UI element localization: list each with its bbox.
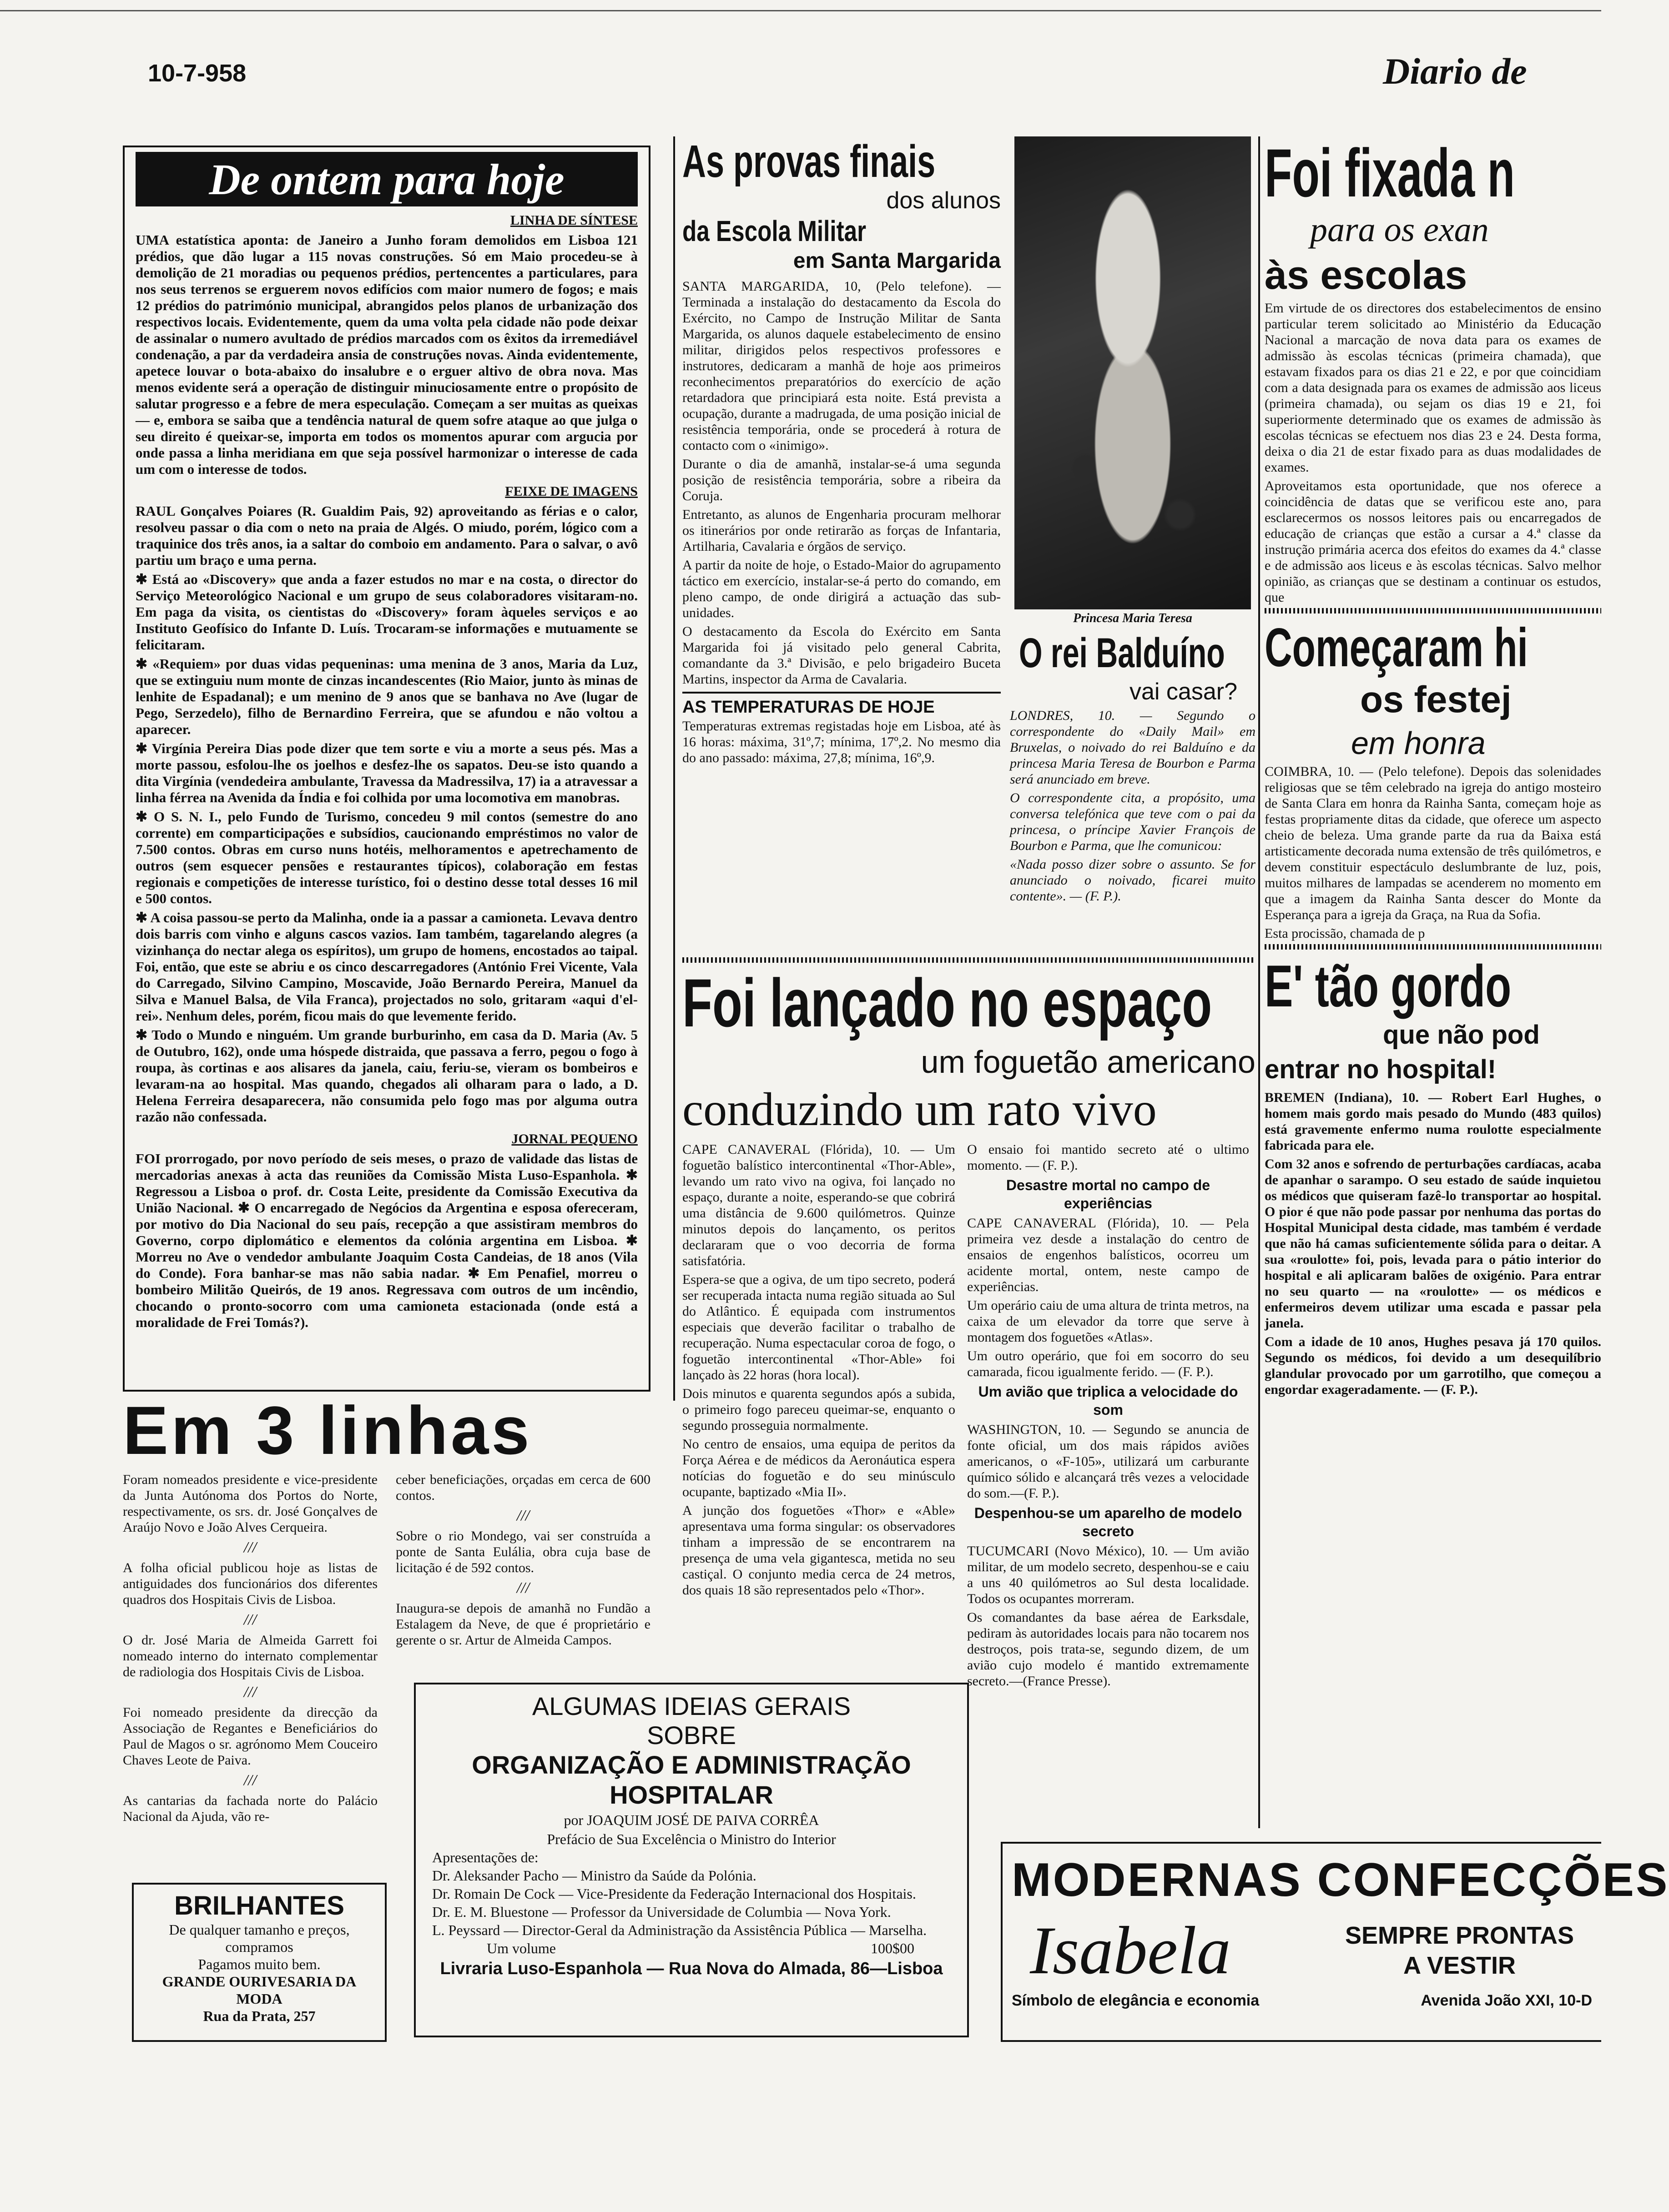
ad-line: ALGUMAS IDEIAS GERAIS	[532, 1692, 851, 1720]
section-linha-de-sintese: LINHA DE SÍNTESE	[510, 213, 638, 228]
paragraph: ✱ Todo o Mundo e ninguém. Um grande burburinho, em casa da D. Maria (Av. 5 de Outubro, 162), onde uma hóspede distraida, que passava a ferro, pegou o fogo à roupa, às cortinas e aos alisares da janela, caiu, feriu-se, vieram os bombeiros e levaram-na ao hospital. Mas quando, chegados ali olharam para o lado, a D. Helena Ferreira desaparecera, não consumida pelo fogo mas por alguma outra razão não confessada.	[136, 1027, 638, 1125]
princess-photo	[1014, 136, 1251, 609]
paragraph: ✱ A coisa passou-se perto da Malinha, onde ia a passar a camioneta. Levava dentro dois barris com vinho e alguns cascos vazios. Iam também, tagarelando alegres (a vizinhança do nectar alega os espíritos), um grupo de homens, encostados ao taipal. Foi, então, que este se abriu e os cinco descarregadores (António Frei Vicente, Vala do Carregado, Silvino Campino, Moscavide, João Bernardo Pereira, Manuel da Silva e Manuel Balsa, de Vila Franca), projectados no solo, gritaram «aqui d'el-rei». Nenhum deles, porém, ficou mais do que levemente ferido.	[136, 910, 638, 1024]
ad-body	[1012, 1912, 1592, 1989]
ad-line: L. Peyssard — Director-Geral da Administração da Assistência Pública — Marselha.	[432, 1922, 927, 1938]
masthead: Diario de	[1383, 50, 1527, 92]
temperatures-text: Temperaturas extremas registadas hoje em Lisboa, até às 16 horas: máxima, 31º,7; mínima, 17º,2. No mesmo dia do ano passado: máxima, 27,8; mínima, 16º,9.	[682, 719, 1001, 765]
ad-tagline	[1345, 1920, 1592, 1981]
ad-line: HOSPITALAR	[610, 1780, 773, 1809]
list-item: Sobre o rio Mondego, vai ser construída a ponte de Santa Eulália, obra cuja base de licitação é de 592 contos.	[396, 1528, 650, 1575]
paragraph: ✱ Está ao «Discovery» que anda a fazer estudos no mar e na costa, o director do Serviço Meteorológico Nacional e um grupo de seus colaboradores visitaram-no. Em paga da visita, os cientistas do «Discovery» foram àqueles serviços e ao Instituto Geofísico do Infante D. Luís. Trocaram-se informações e mutuamente se felicitaram.	[136, 571, 638, 653]
paragraph: CAPE CANAVERAL (Flórida), 10. — Pela primeira vez desde a instalação do centro de ensaios de engenhos balísticos, ocorreu um acidente mortal, ontem, neste campo de experiências.	[967, 1216, 1249, 1294]
ad-title: MODERNAS CONFECÇÕES	[1012, 1854, 1669, 1906]
ad-line: SOBRE	[646, 1721, 736, 1749]
article-sintese: UMA estatística aponta: de Janeiro a Junho foram demolidos em Lisboa 121 prédios, que dão lugar a 115 novas construções. Só em Maio procedeu-se à demolição de 21 moradias ou pequenos prédios, pertencentes a particulares, para nos seus terrenos se erguerem novos edifícios com maior numero de fogos; e mais 12 prédios do património municipal, abrangidos pelos planos de urbanização dos respectivos locais. Evidentemente, quem da uma volta pela cidade não pode deixar de assinalar o numero avultado de prédios marcados com os êxitos da irremediável condenação, a par da verdadeira ansia de construções novas. Ainda evidentemente, apetece louvar o bota-abaixo do insalubre e o erguer altivo de obra nova. Mas menos evidente será a operação de distinguir minuciosamente entre o propósito de salutar progresso e a febre de mera especulação. Começam a ser muitas as queixas — e, embora se saiba que a tendência natural de quem sofre ataque ao que julga o seu direito é queixar-se, importa em todos os momentos apurar com argucia por onde passa a linha meridiana em que seja possível harmonizar o interesse de cada um com o interesse de todos.	[136, 232, 638, 477]
ad-price: 100$00	[871, 1940, 914, 1956]
headline-line: conduzindo um rato vivo	[682, 1083, 1157, 1136]
column-rule	[673, 136, 675, 1401]
list-item: Foi nomeado presidente da direcção da Associação de Regantes e Beneficiários do Paul de Magos o sr. agrónomo Mem Couceiro Chaves Leote de Paiva.	[123, 1705, 378, 1768]
headline-line: às escolas	[1265, 252, 1467, 297]
headline: O rei Balduíno	[1019, 630, 1225, 676]
paragraph: O correspondente cita, a propósito, uma conversa telefónica que teve com o pai da princesa, o príncipe Xavier François de Bourbon e Parma, que lhe comunicou:	[1010, 790, 1256, 853]
list-item: As cantarias da fachada norte do Palácio Nacional da Ajuda, vão re-	[123, 1793, 378, 1824]
ad-brilhantes	[132, 1883, 387, 2042]
paragraph: WASHINGTON, 10. — Segundo se anuncia de fonte oficial, um dos mais rápidos aviões americanos, o «F-105», utilizará um carburante químico sólido e alcançará três vezes a velocidade do som.—(F. P.).	[967, 1422, 1249, 1501]
ad-line: SEMPRE PRONTAS	[1345, 1922, 1574, 1949]
ad-line: De qualquer tamanho e preços, compramos	[169, 1921, 350, 1955]
paragraph: A partir da noite de hoje, o Estado-Maior do agrupamento táctico em exercício, instalar-se-á perto do comando, em pleno campo, de onde dirigirá a actuação das sub-unidades.	[682, 558, 1001, 620]
photo-caption: Princesa Maria Teresa	[1073, 611, 1192, 625]
list-item: ceber beneficiações, orçadas em cerca de 600 contos.	[396, 1472, 650, 1503]
ad-line: ORGANIZAÇÃO E ADMINISTRAÇÃO	[472, 1750, 911, 1779]
ad-line: GRANDE OURIVESARIA DA MODA	[162, 1973, 357, 2007]
article-provas-finais	[682, 136, 1001, 955]
paragraph: Aproveitamos esta oportunidade, que nos oferece a coincidência de datas que se verificou este ano, para esclarecermos os nossos leitores pais ou encarregados de educação de crianças que estão a cursar a 4.ª classe da instrução primária acerca dos efeitos do exames da 4.ª classe e de admissão aos liceus e às escolas técnicas. Salvo melhor opinião, as crianças que se destinam a continuar os estudos, que	[1265, 478, 1601, 605]
separator: ///	[243, 1684, 257, 1700]
brand-script: Isabela	[1030, 1913, 1231, 1988]
top-rule	[0, 10, 1601, 11]
headline-line: dos alunos	[886, 187, 1001, 214]
paragraph: O destacamento da Escola do Exército em Santa Margarida foi já visitado pelo general Cabrita, comandante da 3.ª Divisão, e pelo brigadeiro Buceta Martins, inspector da Arma de Cavalaria.	[682, 624, 1001, 687]
article-rei-balduino	[1010, 136, 1256, 955]
paragraph: Dois minutos e quarenta segundos após a subida, o primeiro fogo pareceu queimar-se, enquanto o segundo prosseguia normalmente.	[682, 1386, 955, 1433]
rocket-col-left	[682, 1141, 955, 1692]
paragraph: LONDRES, 10. — Segundo o correspondente do «Daily Mail» em Bruxelas, o noivado do rei Balduíno e da princesa Maria Teresa de Bourbon e Parma será anunciado em breve.	[1010, 708, 1256, 787]
header	[0, 0, 1601, 114]
em-3-linhas-title: Em 3 linhas	[123, 1392, 532, 1468]
headline-line: que não pod	[1383, 1020, 1540, 1050]
rocket-col-right	[967, 1141, 1249, 1692]
separator: ///	[243, 1772, 257, 1789]
ad-address: Avenida João XXI, 10-D	[1421, 1992, 1592, 2009]
headline-line: em Santa Margarida	[793, 249, 1001, 273]
ad-line: Livraria Luso-Espanhola — Rua Nova do Almada, 86—Lisboa	[440, 1959, 943, 1978]
headline-line: para os exan	[1310, 211, 1489, 249]
paragraph: Em virtude de os directores dos estabelecimentos de ensino particular terem solicitado ao Ministério da Educação Nacional a marcação de nova data para os exames de admissão às escolas técnicas (primeira chamada), que estavam fixados para os dias 21 e 22, e por que coincidiam com a data designada para os exames de admissão aos liceus (primeira chamada), ou sejam os dias 19 e 21, foi superiormente determinado que os exames de admissão às escolas técnicas se efectuem nos dias 23 e 24. Desta forma, deixa o dia 21 de estar fixado para as duas modalidades de exames.	[1265, 301, 1601, 475]
paragraph: BREMEN (Indiana), 10. — Robert Earl Hughes, o homem mais gordo mais pesado do Mundo (483 quilos) está gravemente enfermo numa roulotte especialmente fabricada para ele.	[1265, 1090, 1601, 1153]
lines-col-left	[123, 1472, 378, 1827]
ad-line: Dr. Aleksander Pacho — Ministro da Saúde da Polónia.	[432, 1867, 756, 1884]
paragraph: O ensaio foi mantido secreto até o ultimo momento. — (F. P.).	[967, 1142, 1249, 1173]
headline: Começaram hi	[1265, 617, 1528, 678]
ad-line: Dr. E. M. Bluestone — Professor da Universidade de Columbia — Nova York.	[432, 1904, 891, 1920]
headline-line: em honra	[1351, 725, 1486, 761]
subheadline: Desastre mortal no campo de experiências	[1006, 1177, 1210, 1212]
banner-de-ontem-para-hoje: De ontem para hoje	[136, 152, 638, 206]
paragraph: Com a idade de 10 anos, Hughes pesava já 170 quilos. Segundo os médicos, foi devido a um desequilíbrio glandular provocado por um garrotilho, que começou a engordar exageradamente. — (F. P.).	[1265, 1334, 1601, 1397]
column-right	[1265, 136, 1601, 1828]
ad-line: Prefácio de Sua Excelência o Ministro do Interior	[547, 1831, 836, 1847]
section-jornal-pequeno: JORNAL PEQUENO	[511, 1131, 638, 1146]
ad-modernas-confeccoes	[1001, 1842, 1669, 2042]
column-rule	[1258, 136, 1260, 1828]
headline-line: os festej	[1360, 679, 1512, 720]
headline: E' tão gordo	[1265, 953, 1512, 1019]
paragraph: Um operário caiu de uma altura de trinta metros, na caixa de um elevador da torre que serve à montagem dos foguetões «Atlas».	[967, 1298, 1249, 1345]
headline: Foi fixada n	[1265, 135, 1515, 211]
section-feixe-de-imagens: FEIXE DE IMAGENS	[505, 484, 638, 499]
ad-line: Um volume	[487, 1940, 556, 1956]
divider	[682, 957, 1253, 963]
article-jornal-pequeno: FOI prorrogado, por novo período de seis meses, o prazo de validade das listas de mercadorias anexas à acta das reuniões da Comissão Mista Luso-Espanhola. ✱ Regressou a Lisboa o prof. dr. Costa Leite, presidente da Comissão Executiva da União Nacional. ✱ O encarregado de Negócios da Argentina e esposa ofereceram, por motivo do Dia Nacional do seu país, recepção a que assistiram membros do Governo, corpo diplomático e elementos da colónia argentina em Lisboa. ✱ Morreu no Ave o vendedor ambulante Joaquim Costa Candeias, de 18 anos (Vila do Conde). Fora banhar-se mas não sabia nadar. ✱ Em Penafiel, morreu o bombeiro Militão Queirós, de 19 anos. Regressava com outros de um incêndio, chocando o pronto-socorro com uma camioneta estacionada (onde está a moralidade de Frei Tomás?).	[136, 1151, 638, 1330]
paragraph: ✱ Virgínia Pereira Dias pode dizer que tem sorte e viu a morte a seus pés. Mas a morte passou, esfolou-lhe os joelhos e desfez-lhe os sapatos. Deu-se isto quando a dita Virgínia (vendedeira ambulante, Travessa da Madressilva, 17) ia a atravessar a linha férrea na Avenida da Índia e foi colhida por uma locomotiva em manobras.	[136, 740, 638, 805]
headline-line: entrar no hospital!	[1265, 1055, 1497, 1084]
paragraph: COIMBRA, 10. — (Pelo telefone). Depois das solenidades religiosas que se têm celebrado na igreja do antigo mosteiro de Santa Clara em honra da Rainha Santa, começam hoje as festas propriamente ditas da cidade, que oferece um aspecto cheio de beleza. Uma grande parte da rua da Baixa está artisticamente decorada numa extensão de três quilómetros, e devem constituir espectáculo deslumbrante de luz, pois, muitos milhares de lampadas se acenderem no momento em que a imagem da Rainha Santa descer do Monte da Esperança para a igreja da Graça, na Rua da Sofia.	[1265, 764, 1601, 922]
ad-title: BRILHANTES	[174, 1891, 344, 1920]
separator: ///	[516, 1507, 530, 1524]
headline: As provas finais	[682, 136, 936, 187]
ad-line: Pagamos muito bem.	[198, 1956, 321, 1972]
separator: ///	[516, 1579, 530, 1596]
paragraph: No centro de ensaios, uma equipa de peritos da Força Aérea e de médicos da Aeronáutica espera notícias do foguetão e do seu minúsculo ocupante, baptizado «Mia II».	[682, 1437, 955, 1499]
paragraph: ✱ «Requiem» por duas vidas pequeninas: uma menina de 3 anos, Maria da Luz, que se extinguiu num monte de cinzas incandescentes (Rio Maior, junto às minas de lenhite de Espadanal); e um menino de 9 anos que se banhava no Ave (lugar de Pego, Serzedelo), filho de Bernardino Ferreira, que se afundou e não voltou a aparecer.	[136, 656, 638, 737]
paragraph: A junção dos foguetões «Thor» e «Able» apresentava uma forma singular: os observadores tinham a impressão de se encontrarem na presença de uma vela gigantesca, metida no seu castiçal. O conjunto media cerca de 24 metros, dos quais 18 são representados pelo «Thor».	[682, 1503, 955, 1598]
paragraph: SANTA MARGARIDA, 10, (Pelo telefone). — Terminada a instalação do destacamento da Escola do Exército, no Campo de Instrução Militar de Santa Margarida, os alunos daquele estabelecimento de ensino militar, dirigidos pelos respectivos professores e instrutores, dedicaram a manhã de hoje aos primeiros reconhecimentos preparatórios do exercício de ação retardadora que principiará esta noite. Está prevista a ocupação, durante a madrugada, de uma posição inicial de resistência temporária, onde se procederá à rotura de contacto com o «inimigo».	[682, 279, 1001, 453]
paragraph: Com 32 anos e sofrendo de perturbações cardíacas, acaba de apanhar o sarampo. O seu estado de saúde inquietou os médicos que quiseram fazê-lo transportar ao hospital. O pior é que não pode passar por nenhuma das portas do Hospital Municipal desta cidade, mas também é verdade que não há camas suficientemente sólida para o deitar. A sua «roulotte» foi, pois, levada para o pátio interior do hospital e ali aplicaram balões de oxigénio. Para entrar no seu quarto — na «roulotte» — os médicos e enfermeiros devem utilizar uma escada e passar pela janela.	[1265, 1156, 1601, 1331]
headline-line: vai casar?	[1129, 679, 1237, 705]
ad-line: por JOAQUIM JOSÉ DE PAIVA CORRÊA	[564, 1812, 819, 1828]
ad-slogan: Símbolo de elegância e economia	[1012, 1992, 1260, 2009]
headline-line: da Escola Militar	[682, 215, 867, 247]
subheadline: Um avião que triplica a velocidade do som	[978, 1383, 1238, 1418]
separator: ///	[243, 1539, 257, 1556]
issue-date: 10-7-958	[148, 60, 247, 87]
list-item: O dr. José Maria de Almeida Garrett foi nomeado interno do internato complementar de radiologia dos Hospitais Civis de Lisboa.	[123, 1633, 378, 1679]
ad-footer	[1012, 1992, 1592, 2010]
paragraph: Um outro operário, que foi em socorro do seu camarada, ficou igualmente ferido. — (F. P.).	[967, 1348, 1249, 1379]
ad-price-row	[432, 1939, 951, 1957]
ad-line: Dr. Romain De Cock — Vice-Presidente da Federação Internacional dos Hospitais.	[432, 1885, 916, 1902]
ad-line: Rua da Prata, 257	[203, 2008, 316, 2024]
paragraph: Entretanto, as alunos de Engenharia procuram melhorar os itinerários por onde retirarão as forças de Infantaria, Artilharia, Cavalaria e órgãos de serviço.	[682, 507, 1001, 554]
divider	[1265, 944, 1601, 950]
paragraph: Espera-se que a ogiva, de um tipo secreto, poderá ser recuperada intacta numa região situada ao Sul do Atlântico. É equipada com instrumentos especiais que deverão facilitar o trabalho de recuperação. Numa espectacular coroa de fogo, o foguetão intercontinental «Thor-Able» foi lançado às 22 horas (hora local).	[682, 1272, 955, 1382]
paragraph: TUCUMCARI (Novo México), 10. — Um avião militar, de um modelo secreto, despenhou-se e caiu a uns 40 quilómetros ao Sul desta localidade. Todos os ocupantes morreram.	[967, 1543, 1249, 1606]
temperatures-title: AS TEMPERATURAS DE HOJE	[682, 698, 935, 717]
paragraph: RAUL Gonçalves Poiares (R. Gualdim Pais, 92) aproveitando as férias e o calor, resolveu passar o dia com o neto na praia de Algés. O miudo, porém, lógico com a traquinice dos três anos, ia a saltar do comboio em andamento. Para o salvar, o avô partiu um braço e uma perna.	[136, 503, 638, 568]
divider	[682, 692, 1001, 694]
paragraph: CAPE CANAVERAL (Flórida), 10. — Um foguetão balístico intercontinental «Thor-Able», levando um rato vivo na ogiva, foi lançado no espaço, durante a noite, esperando-se que cobrirá uma distância de 9.600 quilómetros. Quinze minutos depois do lançamento, os peritos declararam que o voo decorria de forma satisfatória.	[682, 1142, 955, 1268]
ad-book	[414, 1683, 969, 2037]
list-item: Inaugura-se depois de amanhã no Fundão a Estalagem da Neve, de que é proprietário e gerente o sr. Artur de Almeida Campos.	[396, 1601, 650, 1648]
subheadline: Despenhou-se um aparelho de modelo secreto	[974, 1505, 1242, 1539]
list-item: A folha oficial publicou hoje as listas de antiguidades dos funcionários dos diferentes quadros dos Hospitais Civis de Lisboa.	[123, 1560, 378, 1607]
separator: ///	[243, 1611, 257, 1628]
headline-line: um foguetão americano	[921, 1044, 1256, 1080]
paragraph: Durante o dia de amanhã, instalar-se-á uma segunda posição de resistência temporária, sobre a ribeira da Coruja.	[682, 457, 1001, 503]
ad-line: Apresentações de:	[432, 1849, 539, 1865]
ad-line: A VESTIR	[1403, 1952, 1516, 1979]
column-de-ontem	[123, 146, 650, 1392]
paragraph: ✱ O S. N. I., pelo Fundo de Turismo, concedeu 9 mil contos (semestre do ano corrente) em comparticipações e subsídios, caucionando empréstimos no valor de 7.500 contos. Obras em curso nuns hotéis, melhoramentos e apetrechamento de outros (sem esquecer pensões e restaurantes típicos), colaboração em festas regionais e competições de interesse turístico, foi o destino desse total desses 16 mil e 500 contos.	[136, 809, 638, 906]
headline: Foi lançado no espaço	[682, 965, 1212, 1041]
list-item: Foram nomeados presidente e vice-presidente da Junta Autónoma dos Portos do Norte, respectivamente, os srs. dr. José Gonçalves de Araújo Novo e João Alves Cerqueira.	[123, 1472, 378, 1535]
paragraph: Os comandantes da base aérea de Earksdale, pediram às autoridades locais para não tocarem nos destroços, pois trata-se, segundo dizem, de um avião cujo modelo é mantido extremamente secreto.—(France Presse).	[967, 1610, 1249, 1689]
paragraph: Esta procissão, chamada de p	[1265, 926, 1425, 941]
divider	[1265, 608, 1601, 613]
rocket-columns	[682, 1141, 1256, 1692]
paragraph: «Nada posso dizer sobre o assunto. Se for anunciado o noivado, ficarei muito contente». — (F. P.).	[1010, 857, 1256, 904]
